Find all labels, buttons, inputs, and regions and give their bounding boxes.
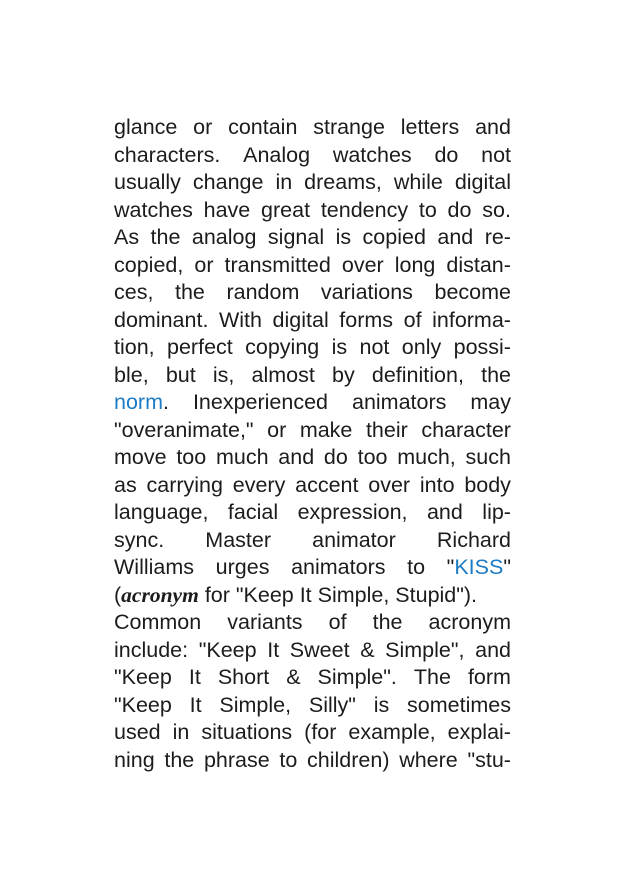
word: possi- xyxy=(453,335,511,359)
word: Master xyxy=(205,527,272,552)
word: "overanimate," xyxy=(114,417,254,442)
text-line xyxy=(114,527,511,555)
word: "stu- xyxy=(467,747,511,772)
word: Short xyxy=(217,665,270,689)
word: almost xyxy=(251,362,315,387)
text-line xyxy=(114,417,511,445)
word: and xyxy=(475,637,511,662)
word: usually xyxy=(114,170,181,194)
word: perfect xyxy=(167,335,233,359)
word: in xyxy=(275,170,293,194)
word: example, xyxy=(348,720,436,744)
word: form xyxy=(467,665,511,689)
word: tendency xyxy=(320,197,409,222)
text-line xyxy=(114,554,511,582)
word xyxy=(114,582,199,610)
word: copying xyxy=(245,335,320,359)
text-line xyxy=(114,692,511,720)
word: long xyxy=(394,252,436,277)
word: by xyxy=(332,362,355,387)
word: ble, xyxy=(114,362,149,387)
word: strange xyxy=(313,115,385,139)
text-line xyxy=(114,609,511,637)
word: Sweet xyxy=(289,637,350,662)
word: Common xyxy=(114,610,202,634)
word: is xyxy=(335,225,352,249)
word: to xyxy=(407,555,426,579)
word: the xyxy=(150,225,181,249)
word: make xyxy=(299,417,353,442)
word: It xyxy=(267,637,280,662)
word: facial xyxy=(227,500,279,524)
text-line xyxy=(114,279,511,307)
word: include: xyxy=(114,637,189,662)
text-line xyxy=(114,499,511,527)
word: too xyxy=(357,445,388,469)
word: expression, xyxy=(297,500,408,524)
word: only xyxy=(401,335,442,359)
word: As xyxy=(114,225,140,249)
word: not xyxy=(481,142,511,167)
word: urges xyxy=(215,555,270,579)
word: animators xyxy=(351,390,447,414)
line-rest: for "Keep It Simple, Stupid"). xyxy=(204,582,478,607)
word: explai- xyxy=(447,720,511,744)
text-line xyxy=(114,637,511,665)
word: Inexperienced xyxy=(192,390,329,414)
word: The xyxy=(413,665,451,689)
word: "Keep xyxy=(198,637,257,662)
word: analog xyxy=(191,225,257,249)
word: dominant. xyxy=(114,307,209,332)
body-paragraph xyxy=(114,114,511,774)
word: children) xyxy=(307,747,390,772)
text-line xyxy=(114,334,511,362)
word: of xyxy=(403,307,422,332)
word: great xyxy=(261,197,311,222)
word: or xyxy=(194,252,214,277)
text-line xyxy=(114,252,511,280)
text-line xyxy=(114,389,511,417)
word: become xyxy=(434,280,511,304)
word: definition, xyxy=(371,362,464,387)
word: copied xyxy=(362,225,426,249)
norm-link[interactable]: norm xyxy=(114,390,163,414)
word: where xyxy=(399,747,458,772)
word: is xyxy=(373,692,390,717)
word: is, xyxy=(212,362,235,387)
word: distan- xyxy=(446,252,511,277)
word: their xyxy=(365,417,408,442)
word: body xyxy=(464,472,511,497)
word: animator xyxy=(312,527,396,552)
text-line xyxy=(114,114,511,142)
word: the xyxy=(481,362,511,387)
word: the xyxy=(164,747,195,772)
word: signal xyxy=(267,225,325,249)
word: ces, xyxy=(114,280,154,304)
word: to xyxy=(279,747,298,772)
word: so. xyxy=(482,197,511,222)
word: variations xyxy=(320,280,413,304)
word: variants xyxy=(227,610,303,634)
text-line xyxy=(114,224,511,252)
word: the xyxy=(372,610,403,634)
word: and xyxy=(278,445,315,469)
word: but xyxy=(165,362,196,387)
word: animators xyxy=(291,555,386,579)
word xyxy=(447,554,511,582)
punctuation: . xyxy=(162,390,169,414)
word: and xyxy=(475,115,511,139)
text-line xyxy=(114,747,511,775)
word: as xyxy=(114,472,137,497)
word: over xyxy=(341,252,384,277)
word: do xyxy=(447,197,472,222)
word: ning xyxy=(114,747,155,772)
text-line xyxy=(114,719,511,747)
word: and xyxy=(426,500,463,524)
word: of xyxy=(328,610,347,634)
word: watches xyxy=(332,142,412,167)
kiss-link[interactable]: KISS xyxy=(454,555,504,579)
word: informa- xyxy=(432,307,511,332)
text-line xyxy=(114,582,511,610)
word: may xyxy=(470,390,511,414)
word: character xyxy=(421,417,511,442)
word: re- xyxy=(484,225,511,249)
word: random xyxy=(226,280,300,304)
word: over xyxy=(368,472,411,497)
word: such xyxy=(465,445,511,469)
text-line xyxy=(114,472,511,500)
word: carrying xyxy=(146,472,223,497)
word: letters xyxy=(400,115,460,139)
word: glance xyxy=(114,115,178,139)
word: not xyxy=(359,335,390,359)
word: every xyxy=(232,472,286,497)
word: With xyxy=(218,307,262,332)
paren: ( xyxy=(114,582,122,607)
word: Silly" xyxy=(308,692,356,717)
word: language, xyxy=(114,500,209,524)
word: Simple, xyxy=(219,692,292,717)
word: lip- xyxy=(482,500,511,524)
text-line xyxy=(114,307,511,335)
word: forms xyxy=(339,307,394,332)
word: is xyxy=(331,335,348,359)
word: or xyxy=(267,417,287,442)
word: It xyxy=(189,692,202,717)
word: change xyxy=(192,170,264,194)
word: transmitted xyxy=(224,252,331,277)
word: It xyxy=(188,665,201,689)
word: accent xyxy=(295,472,359,497)
word: characters. xyxy=(114,142,221,167)
word: into xyxy=(419,472,455,497)
word: phrase xyxy=(203,747,270,772)
word: too xyxy=(176,445,207,469)
word: contain xyxy=(228,115,298,139)
acronym-emphasis: acronym xyxy=(121,582,199,607)
text-line xyxy=(114,169,511,197)
word: Williams xyxy=(114,555,195,579)
word: Richard xyxy=(436,527,511,552)
word: situations xyxy=(201,720,293,744)
word: Simple", xyxy=(385,637,465,662)
word: acronym xyxy=(428,610,511,634)
word: copied, xyxy=(114,252,184,277)
word: or xyxy=(193,115,213,139)
word: used xyxy=(114,720,161,744)
word: Analog xyxy=(243,142,311,167)
text-line xyxy=(114,142,511,170)
word: "Keep xyxy=(114,692,172,717)
quote-mark: " xyxy=(503,555,511,579)
word: "Keep xyxy=(114,665,172,689)
word: in xyxy=(172,720,190,744)
word: sometimes xyxy=(407,692,511,717)
text-line xyxy=(114,664,511,692)
word: (for xyxy=(304,720,337,744)
word: have xyxy=(203,197,251,222)
word: tion, xyxy=(114,335,155,359)
word: & xyxy=(286,665,301,689)
word: watches xyxy=(114,197,193,222)
quote-mark: " xyxy=(446,555,455,579)
text-line xyxy=(114,362,511,390)
word: the xyxy=(175,280,205,304)
word: much xyxy=(215,445,269,469)
word: digital xyxy=(272,307,329,332)
text-line xyxy=(114,444,511,472)
word: Simple". xyxy=(317,665,397,689)
word: do xyxy=(434,142,459,167)
word: & xyxy=(360,637,375,662)
word: dreams, xyxy=(304,170,382,194)
word: move xyxy=(114,445,167,469)
word: much, xyxy=(397,445,456,469)
text-line xyxy=(114,197,511,225)
word: sync. xyxy=(114,527,165,552)
word: while xyxy=(393,170,443,194)
word xyxy=(114,389,169,417)
word: to xyxy=(418,197,437,222)
word: and xyxy=(437,225,474,249)
word: do xyxy=(323,445,348,469)
word: digital xyxy=(454,170,511,194)
